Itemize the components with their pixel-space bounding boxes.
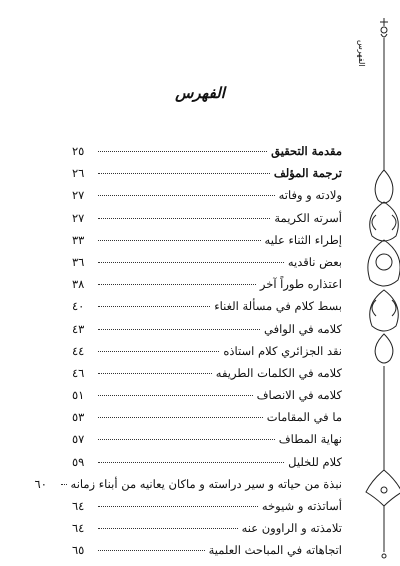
toc-entry[interactable]: [72, 366, 342, 388]
toc-entry-title: مقدمة التحقيق: [271, 144, 342, 158]
toc-entry-title: نقد الجزائري كلام استاذه: [223, 343, 342, 358]
toc-entry-title: اتجاهاته في المباحث العلمية: [208, 543, 342, 558]
toc-entry-page-number: ٢٦: [72, 166, 85, 181]
toc-entry-title: ترجمة المؤلف: [273, 166, 342, 181]
toc-entry-title: أسرته الكريمة: [274, 210, 342, 225]
toc-entry[interactable]: [72, 255, 342, 277]
toc-leader-dots: [98, 373, 212, 374]
toc-entry[interactable]: [72, 188, 342, 210]
toc-entry[interactable]: [72, 277, 342, 299]
toc-leader-dots: [98, 262, 284, 263]
toc-entry[interactable]: [72, 299, 342, 321]
toc-entry-title: كلامه في الوافي: [264, 321, 342, 336]
toc-leader-dots: [98, 173, 270, 174]
toc-entry-page-number: ٦٥: [72, 543, 85, 558]
toc-entry[interactable]: [72, 521, 342, 543]
toc-leader-dots: [98, 439, 275, 440]
toc-entry[interactable]: [72, 233, 342, 255]
page-title: الفهرس: [175, 84, 225, 102]
toc-entry-page-number: ٦٠: [34, 476, 47, 491]
toc-entry-page-number: ٥١: [72, 388, 85, 403]
toc-entry[interactable]: [72, 166, 342, 188]
toc-entry-title: ما في المقامات: [266, 410, 342, 425]
toc-entry[interactable]: [72, 543, 342, 565]
toc-entry-page-number: ٣٨: [72, 277, 85, 292]
toc-entry-page-number: ٤٠: [72, 299, 85, 314]
toc-leader-dots: [98, 218, 270, 219]
toc-leader-dots: [98, 195, 275, 196]
toc-entry-title: إطراء الثناء عليه: [264, 232, 342, 247]
toc-leader-dots: [98, 151, 267, 152]
toc-entry-title: بعض ناقديه: [287, 254, 342, 269]
table-of-contents: [34, 144, 342, 566]
toc-leader-dots: [98, 329, 260, 330]
toc-leader-dots: [98, 506, 258, 507]
toc-entry[interactable]: [72, 432, 342, 454]
toc-leader-dots: [98, 395, 253, 396]
toc-entry-page-number: ٥٧: [72, 432, 85, 447]
toc-entry-title: بسط كلام في مسألة الغناء: [214, 299, 342, 314]
toc-entry-page-number: ٤٤: [72, 343, 85, 358]
toc-entry-page-number: ٣٣: [72, 232, 85, 247]
toc-entry-title: نبذة من حياته و سير دراسته و ماكان يعانيه من أبناء زمانه: [70, 476, 342, 491]
toc-leader-dots: [98, 284, 256, 285]
toc-leader-dots: [98, 550, 205, 551]
toc-entry[interactable]: [72, 455, 342, 477]
toc-leader-dots: [98, 462, 284, 463]
toc-leader-dots: [61, 484, 67, 485]
toc-entry-page-number: ٣٦: [72, 254, 85, 269]
toc-leader-dots: [98, 306, 210, 307]
toc-entry[interactable]: [72, 322, 342, 344]
toc-entry[interactable]: [72, 344, 342, 366]
toc-entry-title: كلام للخليل: [288, 454, 342, 469]
toc-entry[interactable]: [72, 144, 342, 166]
toc-entry[interactable]: [72, 388, 342, 410]
toc-entry[interactable]: [72, 410, 342, 432]
running-head: الفهرس: [357, 40, 366, 67]
toc-entry-page-number: ٦٤: [72, 499, 85, 513]
toc-entry-page-number: ٥٣: [72, 410, 85, 425]
toc-entry-title: كلامه في الانصاف: [256, 388, 342, 403]
toc-entry-page-number: ٢٧: [72, 210, 85, 225]
toc-entry[interactable]: [72, 211, 342, 233]
toc-entry-page-number: ٢٥: [72, 144, 85, 158]
toc-leader-dots: [98, 351, 219, 352]
toc-entry-page-number: ٢٧: [72, 188, 85, 203]
toc-entry-title: نهاية المطاف: [278, 432, 342, 447]
toc-entry-page-number: ٤٦: [72, 365, 85, 380]
toc-leader-dots: [98, 417, 263, 418]
toc-entry-title: تلامذته و الراوون عنه: [241, 521, 342, 536]
toc-leader-dots: [98, 240, 261, 241]
toc-entry-title: كلامه في الكلمات الطريفه: [215, 365, 342, 380]
toc-entry-page-number: ٦٤: [72, 521, 85, 536]
toc-entry-title: اعتذاره طوراً آخر: [259, 277, 342, 292]
toc-leader-dots: [98, 528, 238, 529]
toc-entry-page-number: ٤٣: [72, 321, 85, 336]
toc-entry[interactable]: [34, 476, 342, 499]
toc-entry[interactable]: [72, 499, 342, 521]
toc-entry-title: ولادته و وفاته: [278, 188, 342, 203]
toc-entry-title: أساتذته و شيوخه: [261, 499, 342, 513]
toc-entry-page-number: ٥٩: [72, 454, 85, 469]
